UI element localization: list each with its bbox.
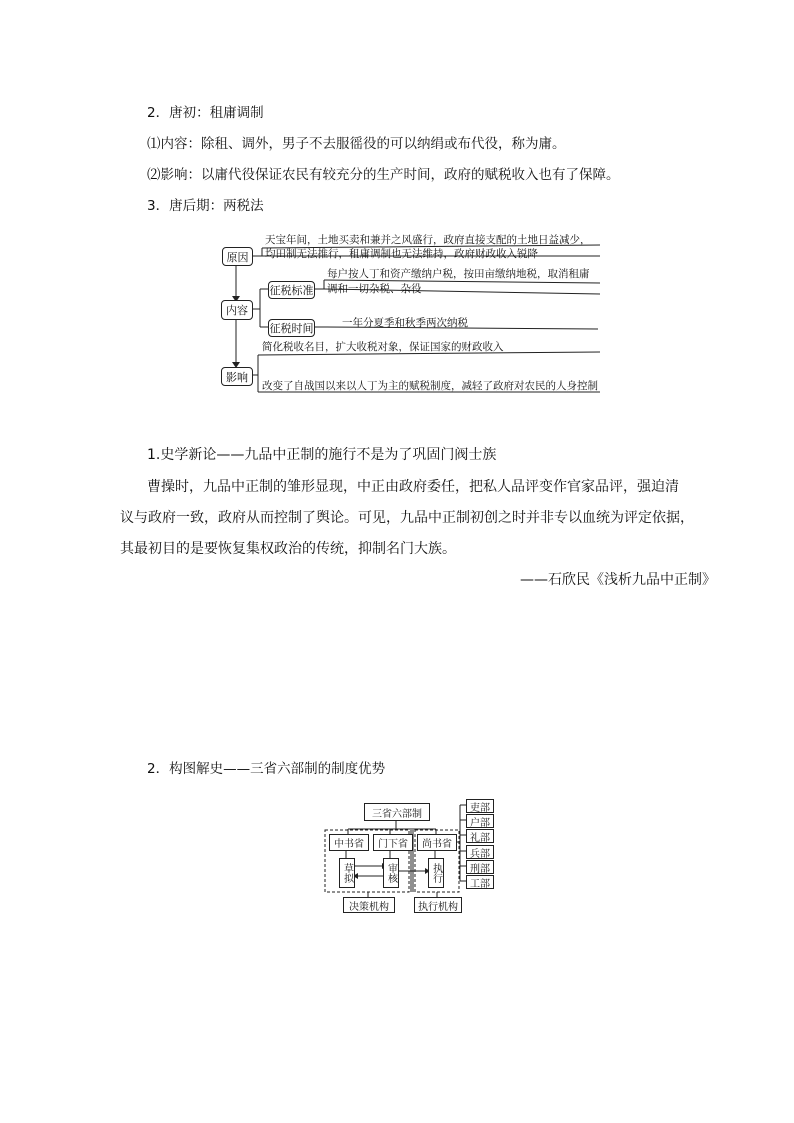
ministry-war: 兵部: [466, 845, 494, 859]
shangshu-box: 尚书省: [417, 834, 457, 851]
reading1-title: 1.史学新论——九品中正制的施行不是为了巩固门阀士族: [147, 447, 497, 463]
zuyongdiao-content: ⑴内容：除租、调外，男子不去服徭役的可以纳绢或布代役，称为庸。: [147, 136, 566, 152]
draft-box: 草拟: [339, 858, 355, 888]
menxia-box: 门下省: [373, 834, 413, 851]
ministry-personnel: 吏部: [466, 799, 494, 813]
zuyongdiao-impact: ⑵影响：以庸代役保证农民有较充分的生产时间，政府的赋税收入也有了保障。: [147, 167, 620, 183]
section-heading-liangshuifa: 3．唐后期：两税法: [147, 198, 264, 214]
impact-box: 影响: [221, 367, 253, 386]
impact-text-line1: 简化税收名目，扩大收税对象，保证国家的财政收入: [262, 341, 504, 353]
reading2-title: 2．构图解史——三省六部制的制度优势: [147, 761, 386, 777]
cause-text-line2: 均田制无法推行，租庸调制也无法维持，政府财政收入锐降: [265, 248, 538, 260]
ministry-revenue: 户部: [466, 814, 494, 828]
ministry-justice: 刑部: [466, 860, 494, 874]
tax-time-box: 征税时间: [268, 319, 315, 337]
ministry-works: 工部: [466, 875, 494, 889]
tax-time-text: 一年分夏季和秋季两次纳税: [342, 317, 468, 329]
tax-standard-line2: 调和一切杂税、杂役: [327, 283, 422, 295]
reading1-line2: 议与政府一致，政府从而控制了舆论。可见，九品中正制初创之时并非专以血统为评定依据，: [120, 510, 694, 526]
impact-text-line2: 改变了自战国以来以人丁为主的赋税制度，减轻了政府对农民的人身控制: [262, 380, 598, 392]
three-departments-box: 三省六部制: [364, 803, 430, 821]
decision-organ-box: 决策机构: [343, 897, 395, 913]
ministry-rites: 礼部: [466, 829, 494, 843]
tax-standard-line1: 每户按人丁和资产缴纳户税，按田亩缴纳地税，取消租庸: [327, 268, 590, 280]
review-box: 审核: [383, 858, 399, 888]
tax-standard-box: 征税标准: [268, 281, 315, 299]
zhongshu-box: 中书省: [329, 834, 369, 851]
reading1-line3: 其最初目的是要恢复集权政治的传统，抑制名门大族。: [120, 541, 456, 557]
reading1-source: ——石欣民《浅析九品中正制》: [520, 572, 716, 588]
execute-box: 执行: [428, 858, 444, 888]
section-heading-zuyongdiao: 2．唐初：租庸调制: [147, 105, 264, 121]
content-box: 内容: [221, 300, 253, 320]
cause-box: 原因: [222, 247, 253, 266]
cause-text-line1: 天宝年间，土地买卖和兼并之风盛行，政府直接支配的土地日益减少，: [265, 234, 591, 246]
execution-organ-box: 执行机构: [414, 897, 462, 913]
reading1-line1: 曹操时，九品中正制的雏形显现，中正由政府委任，把私人品评变作官家品评，强迫清: [147, 479, 679, 495]
